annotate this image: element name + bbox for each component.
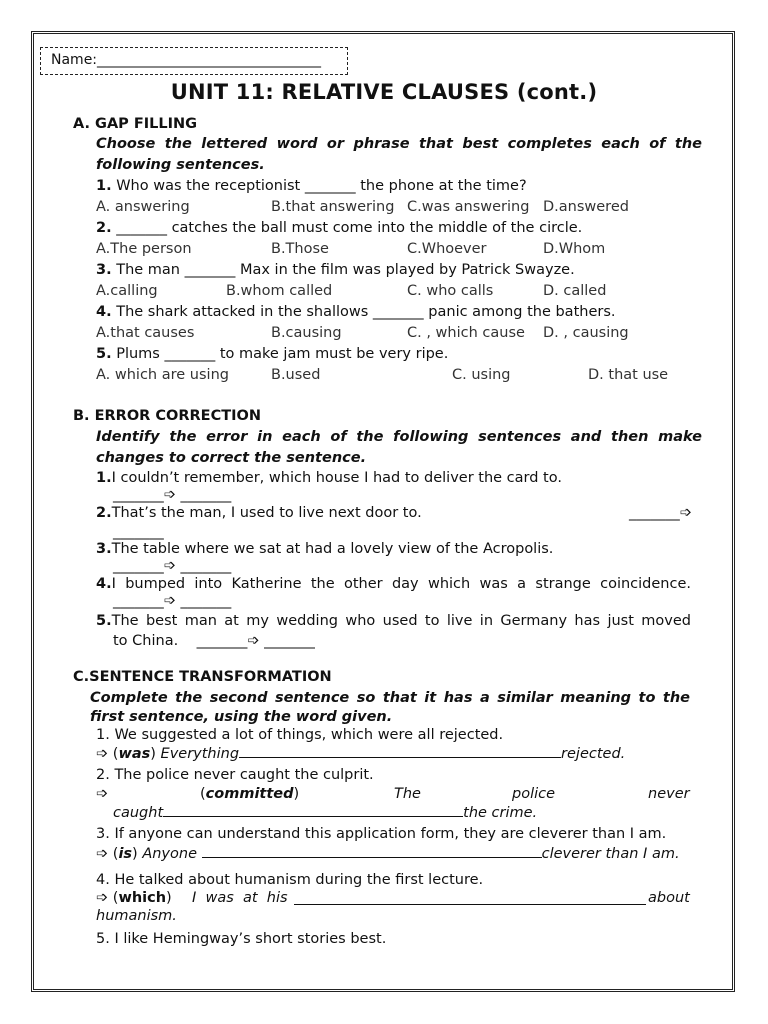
section-a-instruction-1: Choose the lettered word or phrase that best completes each of the (96, 136, 702, 152)
error-question-1: 1.I couldn’t remember, which house I had to deliver the card to. (96, 470, 562, 486)
name-field[interactable] (40, 47, 348, 75)
gap-q3-option-b[interactable]: B.whom called (226, 283, 333, 299)
arrow-icon: ➩ (163, 558, 176, 574)
transform-answer-2[interactable]: ➩ (committed) The police never (96, 786, 690, 802)
transform-question-4: 4. He talked about humanism during the first lecture. (96, 872, 484, 888)
gap-q1-option-a[interactable]: A. answering (96, 199, 190, 215)
section-b-heading: B. ERROR CORRECTION (73, 408, 261, 424)
page-title: UNIT 11: RELATIVE CLAUSES (cont.) (170, 80, 598, 104)
gap-q3-option-c[interactable]: C. who calls (407, 283, 494, 299)
error-answer-2-cont[interactable]: _______ (113, 524, 164, 540)
error-question-3: 3.The table where we sat at had a lovely view of the Acropolis. (96, 541, 554, 557)
gap-question-2: 2. _______ catches the ball must come into the middle of the circle. (96, 220, 583, 236)
gap-q3-option-a[interactable]: A.calling (96, 283, 158, 299)
gap-q2-option-b[interactable]: B.Those (271, 241, 329, 257)
gap-q4-option-c[interactable]: C. , which cause (407, 325, 525, 341)
gap-q2-option-d[interactable]: D.Whom (543, 241, 606, 257)
gap-q4-option-b[interactable]: B.causing (271, 325, 342, 341)
arrow-icon: ➩ (163, 487, 176, 503)
section-b-instruction-1: Identify the error in each of the following sentences and then make (96, 429, 702, 445)
transform-answer-2-cont[interactable]: caught the crime. (113, 805, 538, 821)
gap-q3-option-d[interactable]: D. called (543, 283, 607, 299)
error-question-4: 4.I bumped into Katherine the other day which was a strange coincidence. (96, 576, 691, 592)
error-answer-3[interactable]: _______➩ _______ (113, 558, 232, 574)
arrow-icon: ➩ (163, 593, 176, 609)
error-answer-1[interactable]: _______➩ _______ (113, 487, 232, 503)
section-c-instruction-2: first sentence, using the word given. (90, 709, 393, 725)
transform-question-2: 2. The police never caught the culprit. (96, 767, 374, 783)
gap-q5-option-c[interactable]: C. using (452, 367, 511, 383)
gap-question-1: 1. Who was the receptionist _______ the phone at the time? (96, 178, 527, 194)
transform-question-5: 5. I like Hemingway’s short stories best. (96, 931, 387, 947)
gap-question-3: 3. The man _______ Max in the film was played by Patrick Swayze. (96, 262, 575, 278)
transform-answer-4-cont: humanism. (96, 908, 177, 924)
gap-q5-option-a[interactable]: A. which are using (96, 367, 229, 383)
section-c-heading: C.SENTENCE TRANSFORMATION (73, 669, 332, 685)
transform-answer-3[interactable]: ➩ (is) Anyone cleverer than I am. (96, 846, 680, 862)
arrow-icon: ➩ (96, 746, 109, 762)
gap-q4-option-a[interactable]: A.that causes (96, 325, 195, 341)
gap-question-4: 4. The shark attacked in the shallows _______ panic among the bathers. (96, 304, 616, 320)
gap-q2-option-a[interactable]: A.The person (96, 241, 192, 257)
arrow-icon: ➩ (96, 786, 109, 802)
gap-q1-option-b[interactable]: B.that answering (271, 199, 395, 215)
error-answer-2[interactable]: _______➩ (629, 505, 692, 521)
error-answer-4[interactable]: _______➩ _______ (113, 593, 232, 609)
gap-q1-option-c[interactable]: C.was answering (407, 199, 530, 215)
transform-answer-1[interactable]: ➩ (was) Everything rejected. (96, 746, 626, 762)
error-question-5: 5.The best man at my wedding who used to live in Germany has just moved (96, 613, 691, 629)
name-label: Name:________________________________ (51, 52, 322, 68)
section-a-heading: A. GAP FILLING (73, 116, 198, 132)
arrow-icon: ➩ (96, 846, 109, 862)
section-c-instruction-1: Complete the second sentence so that it has a similar meaning to the (90, 690, 690, 706)
error-question-2: 2.That’s the man, I used to live next door to. (96, 505, 422, 521)
error-answer-5[interactable]: to China. _______➩ _______ (113, 633, 315, 649)
gap-question-5: 5. Plums _______ to make jam must be very ripe. (96, 346, 449, 362)
transform-question-3: 3. If anyone can understand this application form, they are cleverer than I am. (96, 826, 667, 842)
gap-q4-option-d[interactable]: D. , causing (543, 325, 629, 341)
gap-q1-option-d[interactable]: D.answered (543, 199, 629, 215)
arrow-icon: ➩ (679, 505, 692, 521)
arrow-icon: ➩ (96, 890, 109, 906)
gap-q5-option-b[interactable]: B.used (271, 367, 321, 383)
arrow-icon: ➩ (247, 633, 260, 649)
section-a-instruction-2: following sentences. (96, 157, 265, 173)
gap-q5-option-d[interactable]: D. that use (588, 367, 669, 383)
section-b-instruction-2: changes to correct the sentence. (96, 450, 367, 466)
gap-q2-option-c[interactable]: C.Whoever (407, 241, 487, 257)
transform-question-1: 1. We suggested a lot of things, which were all rejected. (96, 727, 504, 743)
transform-answer-4[interactable]: ➩ (which) I was at his about (96, 890, 690, 906)
